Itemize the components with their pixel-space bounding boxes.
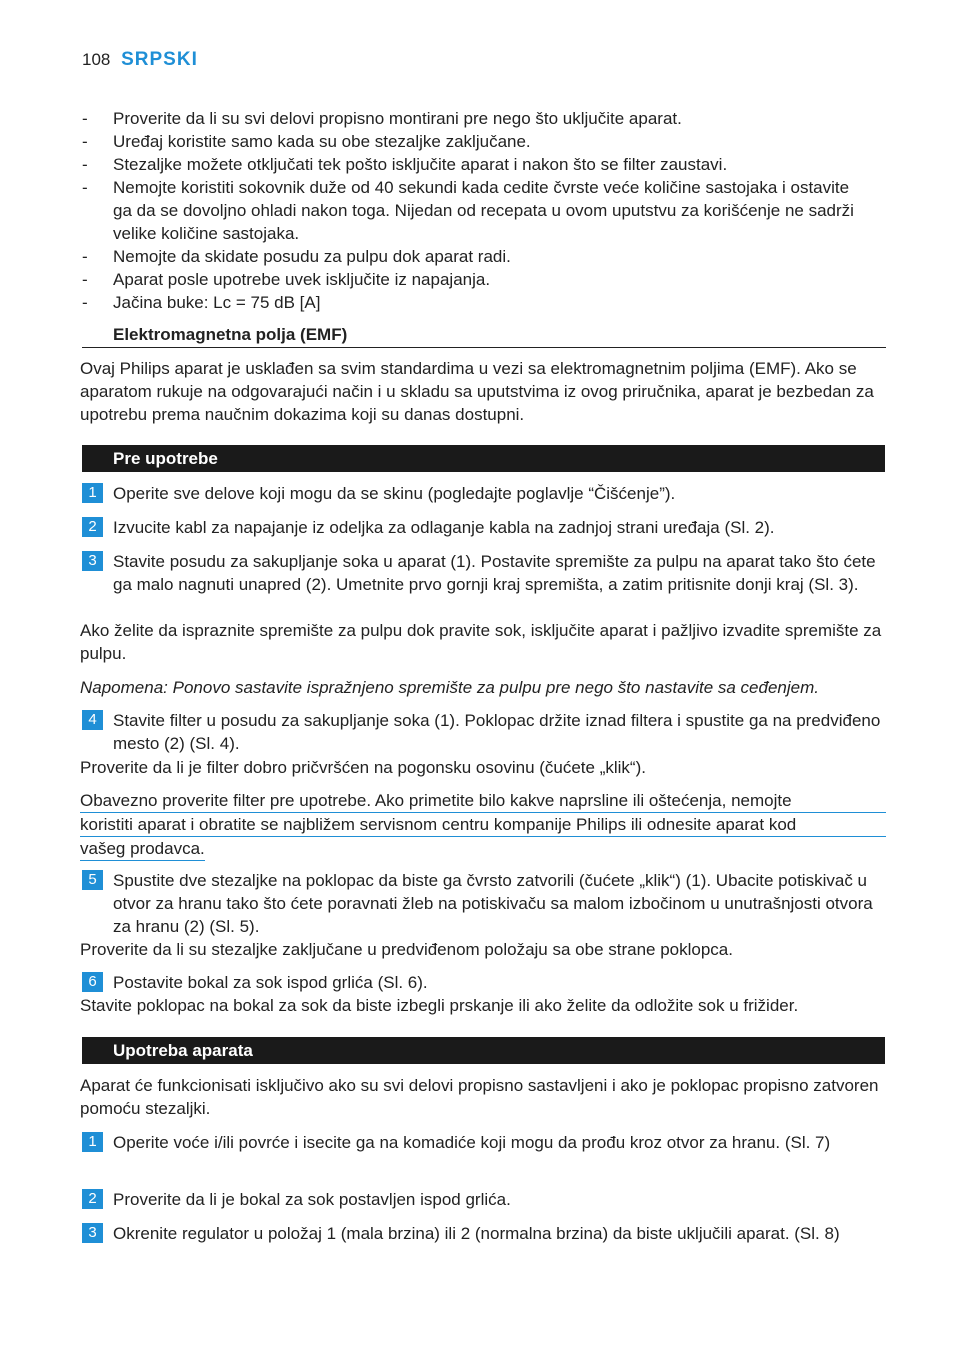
step-number-badge: 5 bbox=[82, 870, 103, 890]
list-item: - Stezaljke možete otključati tek pošto isključite aparat i nakon što se filter zaustavi. bbox=[82, 155, 728, 174]
step-number-badge: 1 bbox=[82, 1132, 103, 1152]
list-item: - Uređaj koristite samo kada su obe stezaljke zaključane. bbox=[82, 132, 531, 151]
step-3-followup: Ako želite da ispraznite spremište za pulpu dok pravite sok, isključite aparat i pažljivo izvadite spremište za pulpu. bbox=[80, 621, 882, 663]
step-text: Proverite da li je bokal za sok postavljen ispod grlića. bbox=[113, 1190, 511, 1209]
step-1 bbox=[82, 482, 886, 505]
step-number-badge: 1 bbox=[82, 483, 103, 503]
step-text: Spustite dve stezaljke na poklopac da biste ga čvrsto zatvorili (čućete „klik“) (1). Ubacite potiskivač u otvor za hranu tako što ćete poravnati žleb na potiskivaču sa malom izbočinom u unutrašnjosti otvora za hranu (2) (Sl. 5). bbox=[113, 871, 873, 936]
filter-warning bbox=[80, 789, 886, 861]
step-number-badge: 3 bbox=[82, 551, 103, 571]
step-text: Operite voće i/ili povrće i isecite ga na komadiće koji mogu da prođu kroz otvor za hranu. (Sl. 7) bbox=[113, 1133, 831, 1152]
upotreba-heading: Upotreba aparata bbox=[113, 1041, 253, 1060]
emf-heading: Elektromagnetna polja (EMF) bbox=[113, 325, 348, 344]
list-item: - Aparat posle upotrebe uvek isključite iz napajanja. bbox=[82, 270, 491, 289]
bullet-marker: - bbox=[82, 293, 88, 312]
emf-divider bbox=[82, 347, 886, 348]
step-number-badge: 3 bbox=[82, 1223, 103, 1243]
page-header bbox=[82, 48, 198, 74]
step-text: Postavite bokal za sok ispod grlića (Sl. 6). bbox=[113, 973, 428, 992]
step-number-badge: 4 bbox=[82, 710, 103, 730]
step-text: Stavite posudu za sakupljanje soka u aparat (1). Postavite spremište za pulpu na aparat tako što ćete ga malo nagnuti unapred (2). Umetnite prvo gornji kraj spremišta, a zatim pritisnite donji kraj (Sl. 3). bbox=[113, 552, 876, 594]
step-number-badge: 6 bbox=[82, 972, 103, 992]
bullet-marker: - bbox=[82, 132, 88, 151]
step-text: Stavite filter u posudu za sakupljanje soka (1). Poklopac držite iznad filtera i spustite ga na predviđeno mesto (2) (Sl. 4). bbox=[113, 711, 881, 753]
warning-line: vašeg prodavca. bbox=[80, 837, 205, 861]
pre-upotrebe-heading-bar bbox=[82, 445, 885, 472]
list-item: - Nemojte koristiti sokovnik duže od 40 sekundi kada cedite čvrste veće količine sastojaka i ostavite ga da se dovoljno ohladi nakon toga. Nijedan od recepata u ovom uputstvu za korišćenje ne sadrži velike količine sastojaka. bbox=[82, 178, 854, 243]
upotreba-intro: Aparat će funkcionisati isključivo ako su svi delovi propisno sastavljeni i ako je poklopac propisno zatvoren pomoću stezaljki. bbox=[80, 1076, 879, 1118]
step-3 bbox=[82, 550, 886, 596]
bullet-marker: - bbox=[82, 109, 88, 128]
upotreba-heading-bar bbox=[82, 1037, 885, 1064]
step-5-followup: Proverite da li su stezaljke zaključane u predviđenom položaju sa obe strane poklopca. bbox=[80, 940, 733, 959]
safety-bullet-list bbox=[82, 107, 872, 314]
step-5 bbox=[82, 869, 886, 938]
page-number: 108 bbox=[82, 50, 111, 69]
step-6-followup: Stavite poklopac na bokal za sok da biste izbegli prskanje ili ako želite da odložite sok u frižider. bbox=[80, 996, 799, 1015]
usage-step-1 bbox=[82, 1131, 886, 1154]
list-item: - Proverite da li su svi delovi propisno montirani pre nego što uključite aparat. bbox=[82, 109, 682, 128]
note-text: Napomena: Ponovo sastavite ispražnjeno spremište za pulpu pre nego što nastavite sa ceđenjem. bbox=[80, 678, 819, 697]
bullet-marker: - bbox=[82, 247, 88, 266]
step-text: Okrenite regulator u položaj 1 (mala brzina) ili 2 (normalna brzina) da biste uključili aparat. (Sl. 8) bbox=[113, 1224, 840, 1243]
step-4-followup: Proverite da li je filter dobro pričvršćen na pogonsku osovinu (čućete „klik“). bbox=[80, 758, 646, 777]
step-text: Operite sve delove koji mogu da se skinu (pogledajte poglavlje “Čišćenje”). bbox=[113, 484, 676, 503]
step-2 bbox=[82, 516, 886, 539]
warning-line: Obavezno proverite filter pre upotrebe. Ako primetite bilo kakve naprsline ili oštećenja, nemojte bbox=[80, 789, 886, 813]
step-number-badge: 2 bbox=[82, 1189, 103, 1209]
warning-line: koristiti aparat i obratite se najbližem servisnom centru kompanije Philips ili odnesite aparat kod bbox=[80, 813, 886, 837]
step-number-badge: 2 bbox=[82, 517, 103, 537]
list-item: - Nemojte da skidate posudu za pulpu dok aparat radi. bbox=[82, 247, 511, 266]
usage-step-3 bbox=[82, 1222, 886, 1245]
list-item: - Jačina buke: Lc = 75 dB [A] bbox=[82, 293, 321, 312]
language-label: SRPSKI bbox=[121, 49, 198, 70]
step-6 bbox=[82, 971, 886, 994]
bullet-marker: - bbox=[82, 178, 88, 197]
emf-paragraph: Ovaj Philips aparat je usklađen sa svim standardima u vezi sa elektromagnetnim poljima (EMF). Ako se aparatom rukuje na odgovarajući način i u skladu sa uputstvima iz ovog priručnika, aparat je bezbedan za upotrebu prema naučnim dokazima koji su danas dostupni. bbox=[80, 359, 874, 424]
step-text: Izvucite kabl za napajanje iz odeljka za odlaganje kabla na zadnjoj strani uređaja (Sl. 2). bbox=[113, 518, 775, 537]
bullet-marker: - bbox=[82, 155, 88, 174]
usage-step-2 bbox=[82, 1188, 886, 1211]
step-4 bbox=[82, 709, 886, 755]
pre-upotrebe-heading: Pre upotrebe bbox=[113, 449, 218, 468]
bullet-marker: - bbox=[82, 270, 88, 289]
